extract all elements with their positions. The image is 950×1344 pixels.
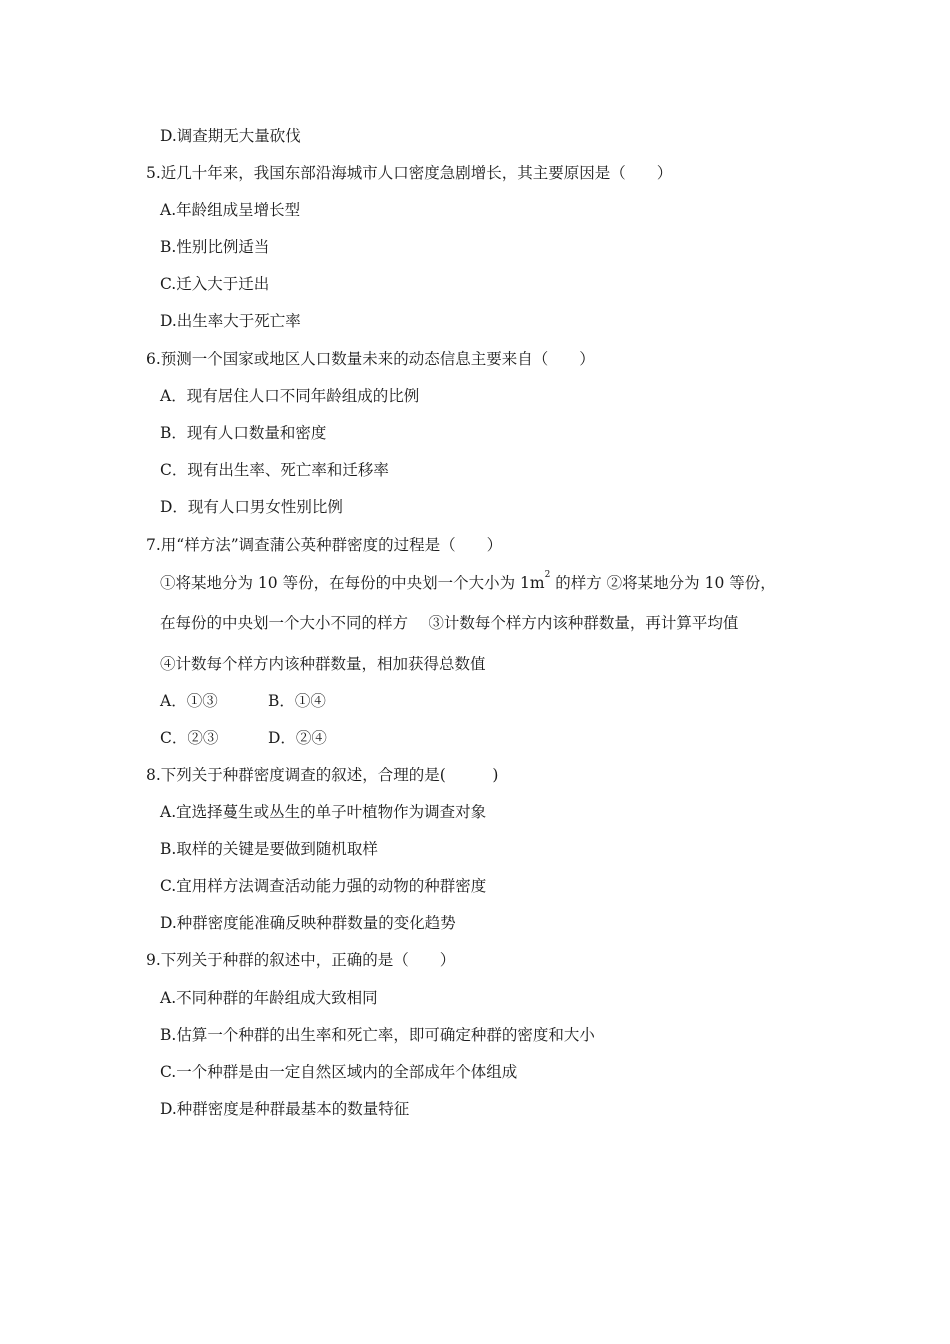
question-4-option-d: D.调查期无大量砍伐 — [160, 127, 301, 145]
question-9-option-b: B.估算一个种群的出生率和死亡率，即可确定种群的密度和大小 — [160, 1026, 595, 1044]
question-8-option-b: B.取样的关键是要做到随机取样 — [160, 840, 378, 858]
question-7-option-a: A．①③ — [160, 692, 218, 710]
question-7-stem: 7.用“样方法”调查蒲公英种群密度的过程是（ ） — [146, 536, 503, 554]
question-9-option-c: C.一个种群是由一定自然区域内的全部成年个体组成 — [160, 1063, 518, 1081]
question-8-option-d: D.种群密度能准确反映种群数量的变化趋势 — [160, 914, 456, 932]
question-7-option-d: D．②④ — [268, 729, 327, 747]
question-5-stem: 5.近几十年来，我国东部沿海城市人口密度急剧增长，其主要原因是（ ） — [146, 164, 673, 182]
question-8-option-c: C.宜用样方法调查活动能力强的动物的种群密度 — [160, 877, 487, 895]
question-9-option-d: D.种群密度是种群最基本的数量特征 — [160, 1100, 410, 1118]
question-9-stem: 9.下列关于种群的叙述中，正确的是（ ） — [146, 951, 456, 969]
question-6-option-d: D．现有人口男女性别比例 — [160, 498, 343, 516]
question-7-statement-line-3: ④计数每个样方内该种群数量，相加获得总数值 — [160, 655, 486, 673]
question-6-option-c: C．现有出生率、死亡率和迁移率 — [160, 461, 389, 479]
statement-1-text: ①将某地分为 10 等份，在每份的中央划一个大小为 1m — [160, 574, 545, 592]
question-6-option-b: B．现有人口数量和密度 — [160, 424, 327, 442]
statement-2-text: 的样方 ②将某地分为 10 等份， — [550, 574, 776, 592]
question-8-option-a: A.宜选择蔓生或丛生的单子叶植物作为调查对象 — [160, 803, 487, 821]
question-8-stem: 8.下列关于种群密度调查的叙述，合理的是( ) — [146, 766, 499, 784]
question-7-option-b: B．①④ — [268, 692, 326, 710]
question-5-option-b: B.性别比例适当 — [160, 238, 270, 256]
question-7-option-c: C．②③ — [160, 729, 219, 747]
square-superscript: 2 — [544, 570, 551, 580]
question-5-option-d: D.出生率大于死亡率 — [160, 312, 301, 330]
question-6-option-a: A．现有居住人口不同年龄组成的比例 — [160, 387, 420, 405]
question-6-stem: 6.预测一个国家或地区人口数量未来的动态信息主要来自（ ） — [146, 350, 595, 368]
question-9-option-a: A.不同种群的年龄组成大致相同 — [160, 989, 378, 1007]
question-7-statement-line-1 — [160, 570, 776, 593]
question-5-option-a: A.年龄组成呈增长型 — [160, 201, 301, 219]
question-5-option-c: C.迁入大于迁出 — [160, 275, 270, 293]
question-7-statement-line-2: 在每份的中央划一个大小不同的样方 ③计数每个样方内该种群数量，再计算平均值 — [160, 614, 739, 632]
